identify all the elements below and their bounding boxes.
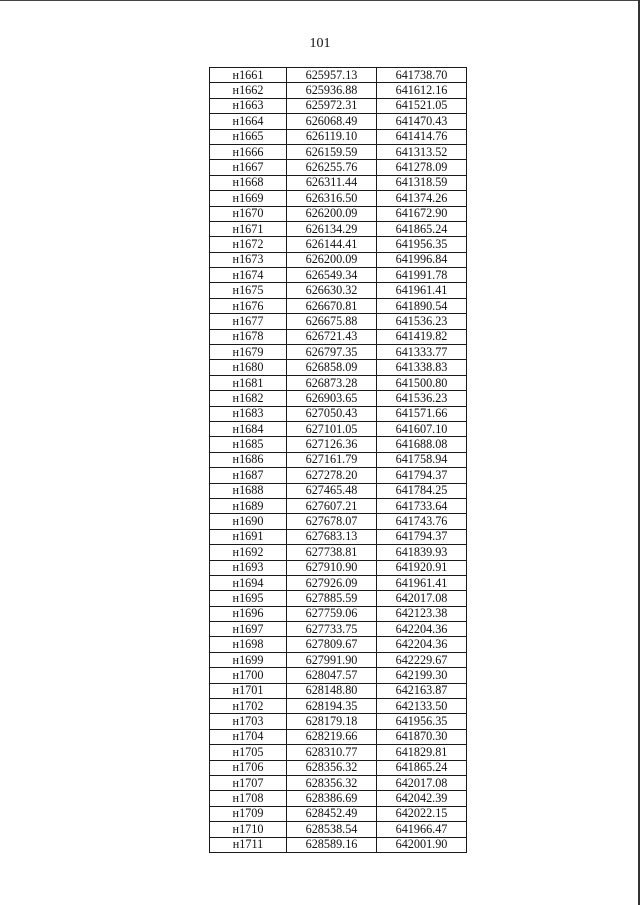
y-coordinate-cell: 642229.67 xyxy=(377,652,467,667)
y-coordinate-cell: 641278.09 xyxy=(377,160,467,175)
point-id-cell: н1697 xyxy=(210,622,287,637)
y-coordinate-cell: 641743.76 xyxy=(377,514,467,529)
point-id-cell: н1701 xyxy=(210,683,287,698)
x-coordinate-cell: 627278.20 xyxy=(287,468,377,483)
table-row xyxy=(210,452,467,467)
y-coordinate-cell: 641414.76 xyxy=(377,129,467,144)
x-coordinate-cell: 627885.59 xyxy=(287,591,377,606)
table-row xyxy=(210,206,467,221)
point-id-cell: н1707 xyxy=(210,775,287,790)
table-row xyxy=(210,345,467,360)
table-row xyxy=(210,175,467,190)
y-coordinate-cell: 641536.23 xyxy=(377,391,467,406)
table-row xyxy=(210,545,467,560)
point-id-cell: н1710 xyxy=(210,822,287,837)
table-row xyxy=(210,283,467,298)
scan-edge-top xyxy=(0,0,640,1)
x-coordinate-cell: 626119.10 xyxy=(287,129,377,144)
y-coordinate-cell: 642133.50 xyxy=(377,699,467,714)
table-row xyxy=(210,129,467,144)
y-coordinate-cell: 641333.77 xyxy=(377,345,467,360)
x-coordinate-cell: 627910.90 xyxy=(287,560,377,575)
point-id-cell: н1678 xyxy=(210,329,287,344)
y-coordinate-cell: 641839.93 xyxy=(377,545,467,560)
y-coordinate-cell: 641521.05 xyxy=(377,98,467,113)
x-coordinate-cell: 628194.35 xyxy=(287,699,377,714)
point-id-cell: н1693 xyxy=(210,560,287,575)
table-row xyxy=(210,329,467,344)
x-coordinate-cell: 628452.49 xyxy=(287,806,377,821)
point-id-cell: н1676 xyxy=(210,298,287,313)
table-row xyxy=(210,606,467,621)
point-id-cell: н1686 xyxy=(210,452,287,467)
table-row xyxy=(210,83,467,98)
y-coordinate-cell: 642042.39 xyxy=(377,791,467,806)
y-coordinate-cell: 641784.25 xyxy=(377,483,467,498)
table-row xyxy=(210,668,467,683)
x-coordinate-cell: 627050.43 xyxy=(287,406,377,421)
x-coordinate-cell: 627101.05 xyxy=(287,421,377,436)
point-id-cell: н1668 xyxy=(210,175,287,190)
y-coordinate-cell: 641470.43 xyxy=(377,114,467,129)
point-id-cell: н1682 xyxy=(210,391,287,406)
point-id-cell: н1689 xyxy=(210,498,287,513)
table-row xyxy=(210,191,467,206)
table-row xyxy=(210,406,467,421)
point-id-cell: н1695 xyxy=(210,591,287,606)
y-coordinate-cell: 641956.35 xyxy=(377,237,467,252)
y-coordinate-cell: 642017.08 xyxy=(377,775,467,790)
point-id-cell: н1681 xyxy=(210,375,287,390)
point-id-cell: н1680 xyxy=(210,360,287,375)
page-number: 101 xyxy=(309,36,331,51)
y-coordinate-cell: 641500.80 xyxy=(377,375,467,390)
table-row xyxy=(210,637,467,652)
table-row xyxy=(210,437,467,452)
table-row xyxy=(210,683,467,698)
table-row xyxy=(210,68,467,83)
y-coordinate-cell: 641419.82 xyxy=(377,329,467,344)
y-coordinate-cell: 641571.66 xyxy=(377,406,467,421)
x-coordinate-cell: 628219.66 xyxy=(287,729,377,744)
point-id-cell: н1690 xyxy=(210,514,287,529)
y-coordinate-cell: 641318.59 xyxy=(377,175,467,190)
y-coordinate-cell: 641338.83 xyxy=(377,360,467,375)
point-id-cell: н1670 xyxy=(210,206,287,221)
table-row xyxy=(210,160,467,175)
table-row xyxy=(210,468,467,483)
x-coordinate-cell: 626134.29 xyxy=(287,221,377,236)
point-id-cell: н1706 xyxy=(210,760,287,775)
point-id-cell: н1672 xyxy=(210,237,287,252)
table-row xyxy=(210,483,467,498)
x-coordinate-cell: 627126.36 xyxy=(287,437,377,452)
coordinates-table-body xyxy=(210,68,467,853)
point-id-cell: н1685 xyxy=(210,437,287,452)
point-id-cell: н1688 xyxy=(210,483,287,498)
x-coordinate-cell: 628386.69 xyxy=(287,791,377,806)
table-row xyxy=(210,622,467,637)
point-id-cell: н1711 xyxy=(210,837,287,852)
x-coordinate-cell: 626159.59 xyxy=(287,144,377,159)
point-id-cell: н1661 xyxy=(210,68,287,83)
y-coordinate-cell: 641865.24 xyxy=(377,760,467,775)
y-coordinate-cell: 641920.91 xyxy=(377,560,467,575)
table-row xyxy=(210,375,467,390)
y-coordinate-cell: 641313.52 xyxy=(377,144,467,159)
point-id-cell: н1665 xyxy=(210,129,287,144)
x-coordinate-cell: 627926.09 xyxy=(287,575,377,590)
x-coordinate-cell: 627678.07 xyxy=(287,514,377,529)
y-coordinate-cell: 642204.36 xyxy=(377,637,467,652)
table-row xyxy=(210,652,467,667)
point-id-cell: н1673 xyxy=(210,252,287,267)
table-row xyxy=(210,114,467,129)
table-row xyxy=(210,575,467,590)
table-row xyxy=(210,144,467,159)
x-coordinate-cell: 626797.35 xyxy=(287,345,377,360)
point-id-cell: н1708 xyxy=(210,791,287,806)
y-coordinate-cell: 641991.78 xyxy=(377,268,467,283)
y-coordinate-cell: 641829.81 xyxy=(377,745,467,760)
table-row xyxy=(210,498,467,513)
y-coordinate-cell: 641865.24 xyxy=(377,221,467,236)
point-id-cell: н1683 xyxy=(210,406,287,421)
table-row xyxy=(210,298,467,313)
table-row xyxy=(210,421,467,436)
point-id-cell: н1677 xyxy=(210,314,287,329)
x-coordinate-cell: 626200.09 xyxy=(287,252,377,267)
x-coordinate-cell: 627991.90 xyxy=(287,652,377,667)
y-coordinate-cell: 641758.94 xyxy=(377,452,467,467)
table-row xyxy=(210,729,467,744)
x-coordinate-cell: 628179.18 xyxy=(287,714,377,729)
table-row xyxy=(210,775,467,790)
x-coordinate-cell: 628047.57 xyxy=(287,668,377,683)
y-coordinate-cell: 641607.10 xyxy=(377,421,467,436)
y-coordinate-cell: 641612.16 xyxy=(377,83,467,98)
table-row xyxy=(210,714,467,729)
point-id-cell: н1702 xyxy=(210,699,287,714)
x-coordinate-cell: 625972.31 xyxy=(287,98,377,113)
x-coordinate-cell: 625936.88 xyxy=(287,83,377,98)
point-id-cell: н1684 xyxy=(210,421,287,436)
x-coordinate-cell: 628356.32 xyxy=(287,760,377,775)
table-row xyxy=(210,591,467,606)
table-row xyxy=(210,529,467,544)
x-coordinate-cell: 626903.65 xyxy=(287,391,377,406)
table-row xyxy=(210,514,467,529)
y-coordinate-cell: 641961.41 xyxy=(377,575,467,590)
x-coordinate-cell: 625957.13 xyxy=(287,68,377,83)
x-coordinate-cell: 626144.41 xyxy=(287,237,377,252)
point-id-cell: н1699 xyxy=(210,652,287,667)
point-id-cell: н1664 xyxy=(210,114,287,129)
x-coordinate-cell: 626873.28 xyxy=(287,375,377,390)
point-id-cell: н1703 xyxy=(210,714,287,729)
x-coordinate-cell: 627607.21 xyxy=(287,498,377,513)
table-row xyxy=(210,760,467,775)
table-row xyxy=(210,837,467,852)
y-coordinate-cell: 641794.37 xyxy=(377,468,467,483)
x-coordinate-cell: 628538.54 xyxy=(287,822,377,837)
x-coordinate-cell: 626721.43 xyxy=(287,329,377,344)
point-id-cell: н1709 xyxy=(210,806,287,821)
y-coordinate-cell: 641996.84 xyxy=(377,252,467,267)
y-coordinate-cell: 642123.38 xyxy=(377,606,467,621)
point-id-cell: н1704 xyxy=(210,729,287,744)
table-row xyxy=(210,252,467,267)
y-coordinate-cell: 641870.30 xyxy=(377,729,467,744)
y-coordinate-cell: 641966.47 xyxy=(377,822,467,837)
y-coordinate-cell: 642199.30 xyxy=(377,668,467,683)
table-row xyxy=(210,699,467,714)
x-coordinate-cell: 627465.48 xyxy=(287,483,377,498)
x-coordinate-cell: 628356.32 xyxy=(287,775,377,790)
y-coordinate-cell: 641672.90 xyxy=(377,206,467,221)
table-row xyxy=(210,98,467,113)
table-row xyxy=(210,268,467,283)
table-row xyxy=(210,806,467,821)
table-row xyxy=(210,237,467,252)
y-coordinate-cell: 641733.64 xyxy=(377,498,467,513)
point-id-cell: н1694 xyxy=(210,575,287,590)
y-coordinate-cell: 641794.37 xyxy=(377,529,467,544)
point-id-cell: н1666 xyxy=(210,144,287,159)
x-coordinate-cell: 626316.50 xyxy=(287,191,377,206)
point-id-cell: н1674 xyxy=(210,268,287,283)
x-coordinate-cell: 628589.16 xyxy=(287,837,377,852)
y-coordinate-cell: 641890.54 xyxy=(377,298,467,313)
table-row xyxy=(210,560,467,575)
table-row xyxy=(210,822,467,837)
point-id-cell: н1687 xyxy=(210,468,287,483)
point-id-cell: н1662 xyxy=(210,83,287,98)
table-row xyxy=(210,745,467,760)
x-coordinate-cell: 626670.81 xyxy=(287,298,377,313)
y-coordinate-cell: 641536.23 xyxy=(377,314,467,329)
point-id-cell: н1663 xyxy=(210,98,287,113)
x-coordinate-cell: 627733.75 xyxy=(287,622,377,637)
table-row xyxy=(210,391,467,406)
point-id-cell: н1691 xyxy=(210,529,287,544)
x-coordinate-cell: 626549.34 xyxy=(287,268,377,283)
x-coordinate-cell: 627738.81 xyxy=(287,545,377,560)
x-coordinate-cell: 626858.09 xyxy=(287,360,377,375)
y-coordinate-cell: 641738.70 xyxy=(377,68,467,83)
x-coordinate-cell: 627759.06 xyxy=(287,606,377,621)
table-row xyxy=(210,314,467,329)
table-row xyxy=(210,791,467,806)
x-coordinate-cell: 626200.09 xyxy=(287,206,377,221)
y-coordinate-cell: 642163.87 xyxy=(377,683,467,698)
point-id-cell: н1669 xyxy=(210,191,287,206)
y-coordinate-cell: 642001.90 xyxy=(377,837,467,852)
x-coordinate-cell: 628148.80 xyxy=(287,683,377,698)
y-coordinate-cell: 641956.35 xyxy=(377,714,467,729)
x-coordinate-cell: 627809.67 xyxy=(287,637,377,652)
x-coordinate-cell: 626675.88 xyxy=(287,314,377,329)
y-coordinate-cell: 642204.36 xyxy=(377,622,467,637)
table-row xyxy=(210,360,467,375)
x-coordinate-cell: 627683.13 xyxy=(287,529,377,544)
point-id-cell: н1700 xyxy=(210,668,287,683)
point-id-cell: н1675 xyxy=(210,283,287,298)
point-id-cell: н1698 xyxy=(210,637,287,652)
point-id-cell: н1705 xyxy=(210,745,287,760)
x-coordinate-cell: 626311.44 xyxy=(287,175,377,190)
point-id-cell: н1667 xyxy=(210,160,287,175)
table-row xyxy=(210,221,467,236)
x-coordinate-cell: 627161.79 xyxy=(287,452,377,467)
point-id-cell: н1671 xyxy=(210,221,287,236)
x-coordinate-cell: 628310.77 xyxy=(287,745,377,760)
y-coordinate-cell: 642017.08 xyxy=(377,591,467,606)
y-coordinate-cell: 641961.41 xyxy=(377,283,467,298)
y-coordinate-cell: 641688.08 xyxy=(377,437,467,452)
point-id-cell: н1692 xyxy=(210,545,287,560)
x-coordinate-cell: 626630.32 xyxy=(287,283,377,298)
x-coordinate-cell: 626255.76 xyxy=(287,160,377,175)
coordinates-table xyxy=(209,67,467,853)
y-coordinate-cell: 641374.26 xyxy=(377,191,467,206)
point-id-cell: н1696 xyxy=(210,606,287,621)
point-id-cell: н1679 xyxy=(210,345,287,360)
x-coordinate-cell: 626068.49 xyxy=(287,114,377,129)
y-coordinate-cell: 642022.15 xyxy=(377,806,467,821)
